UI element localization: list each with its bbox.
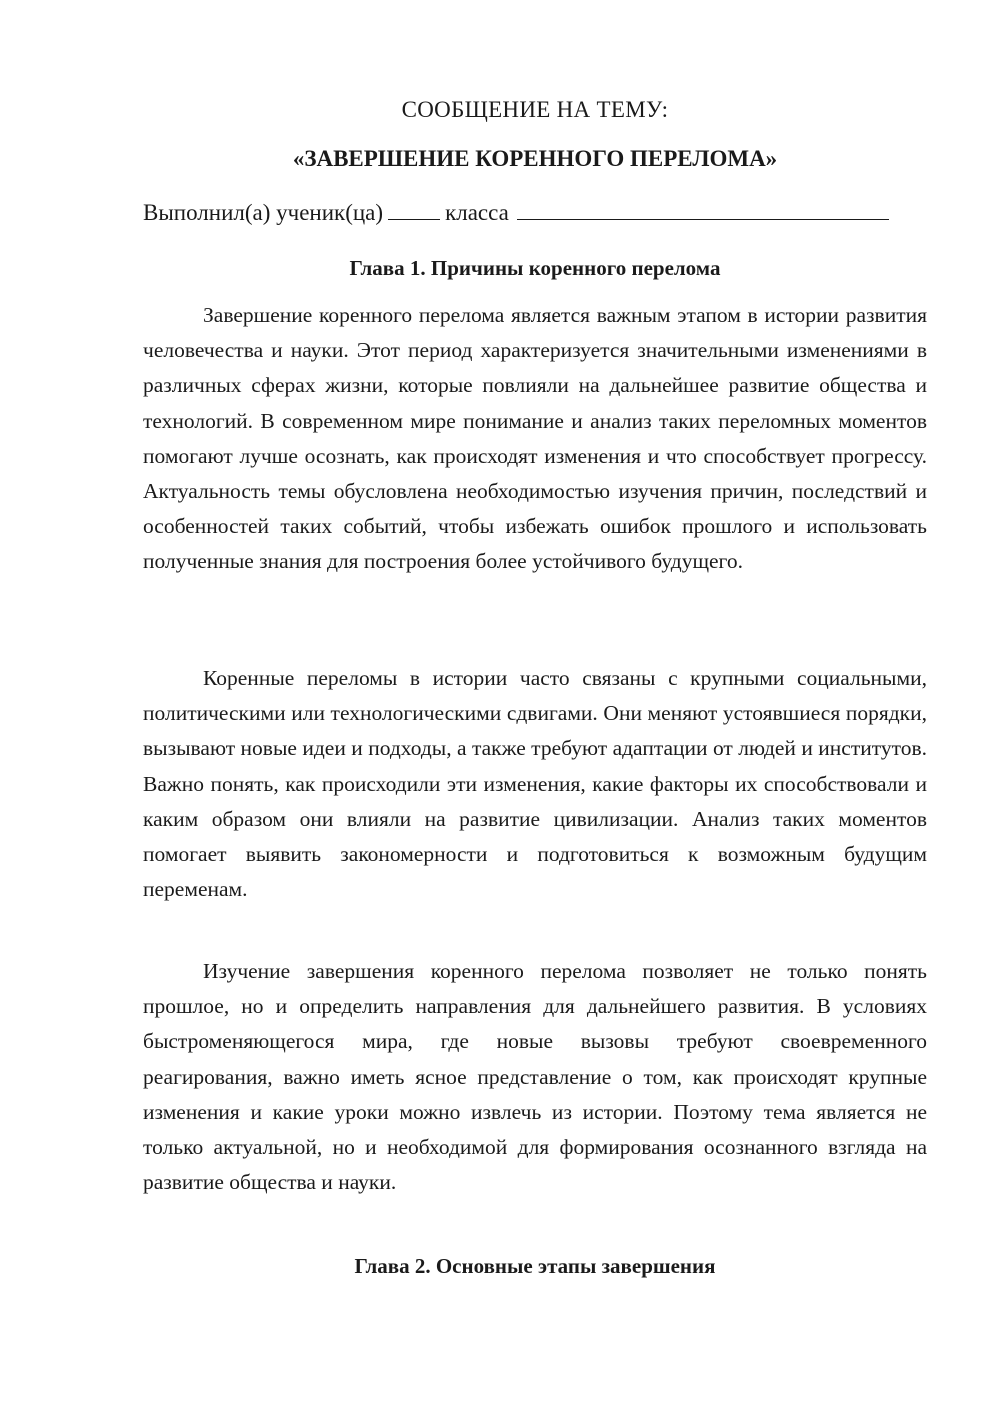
paragraph-1: Завершение коренного перелома является важным этапом в истории развития человечества и науки. Этот период характеризуется значительными изменениями в различных сферах жизни, которые повлияли на дальнейшее развитие общества и технологий. В современном мире понимание и анализ таких переломных моментов помогают лучше осознать, как происходят изменения и что способствует прогрессу. Актуальность темы обусловлена необходимостью изучения причин, последствий и особенностей таких событий, чтобы избежать ошибок прошлого и использовать полученные знания для построения более устойчивого будущего. — [143, 303, 927, 574]
author-prefix: Выполнил(а) ученик(ца) — [143, 200, 384, 225]
chapter-1-heading: Глава 1. Причины коренного перелома — [349, 256, 721, 280]
document-title-topic: «ЗАВЕРШЕНИЕ КОРЕННОГО ПЕРЕЛОМА» — [292, 146, 778, 171]
document-title-line1: СООБЩЕНИЕ НА ТЕМУ: — [401, 97, 669, 122]
student-name-blank — [517, 198, 889, 220]
class-number-blank — [388, 198, 440, 220]
author-line — [143, 197, 927, 229]
paragraph-3: Изучение завершения коренного перелома позволяет не только понять прошлое, но и определить направления для дальнейшего развития. В условиях быстроменяющегося мира, где новые вызовы требуют своевременного реагирования, важно иметь ясное представление о том, как происходят крупные изменения и какие уроки можно извлечь из истории. Поэтому тема является не только актуальной, но и необходимой для формирования осознанного взгляда на развитие общества и науки. — [143, 959, 927, 1195]
paragraph-2: Коренные переломы в истории часто связаны с крупными социальными, политическими или технологическими сдвигами. Они меняют устоявшиеся порядки, вызывают новые идеи и подходы, а также требуют адаптации от людей и институтов. Важно понять, как происходили эти изменения, какие факторы их способствовали и каким образом они влияли на развитие цивилизации. Анализ таких моментов помогает выявить закономерности и подготовиться к возможным будущим переменам. — [143, 666, 927, 902]
author-class-label: класса — [445, 200, 509, 225]
chapter-2-heading: Глава 2. Основные этапы завершения — [354, 1254, 716, 1278]
